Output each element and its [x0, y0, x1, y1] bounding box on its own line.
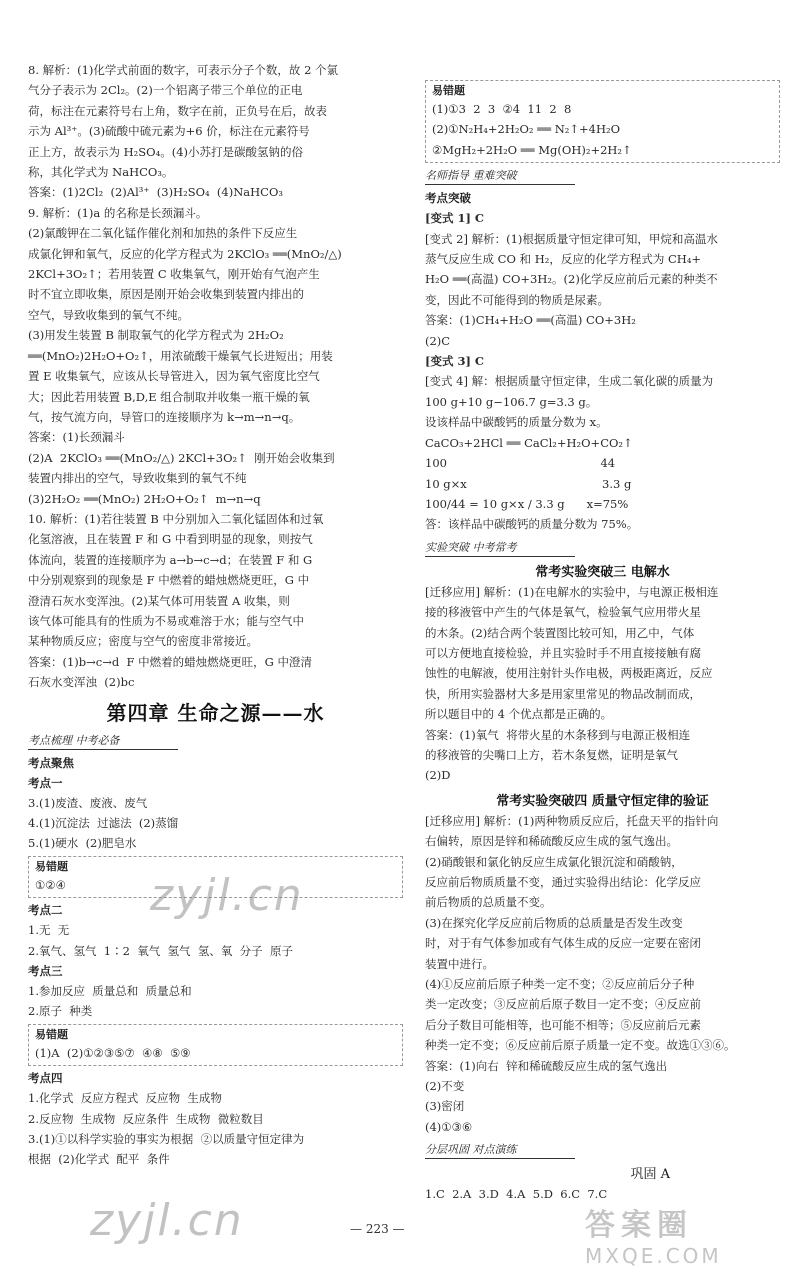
text-line: 2.原子 种类: [28, 1004, 93, 1019]
text-line: 2.氧气、氢气 1∶2 氧气 氢气 氢、氧 分子 原子: [28, 943, 293, 958]
error-box-2-tag: 易错题: [35, 1027, 68, 1041]
watermark-corner: [585, 1200, 785, 1280]
text-line: 9. 解析：(1)a 的名称是长颈漏斗。: [28, 205, 208, 220]
text-line: 右偏转，原因是锌和稀硫酸反应生成的氢气逸出。: [425, 834, 678, 849]
text-line: (4)①反应前后原子种类一定不变；②反应前后分子种: [425, 977, 695, 992]
kd1-title: 考点一: [28, 775, 63, 790]
experiment-3-body: [425, 582, 780, 786]
kd2-list: [28, 920, 403, 961]
text-line: 体流向，装置的连接顺序为 a→b→c→d；在装置 F 和 G: [28, 552, 313, 567]
text-line: [变式 4] 解：根据质量守恒定律，生成二氧化碳的质量为: [425, 374, 714, 389]
text-line: 类一定改变；③反应前后原子数目一定不变；④反应前: [425, 997, 701, 1012]
text-line: 某种物质反应；密度与空气的密度非常接近。: [28, 634, 258, 649]
kd2-title: 考点二: [28, 903, 63, 918]
text-line: 中分别观察到的现象是 F 中燃着的蜡烛燃烧更旺，G 中: [28, 573, 310, 588]
page-number: — 223 —: [350, 1222, 405, 1236]
kd4-title: 考点四: [28, 1071, 63, 1086]
text-line: (2)①N₂H₄+2H₂O₂ ══ N₂↑+4H₂O: [432, 122, 621, 137]
error-box-right-tag: 易错题: [432, 84, 465, 97]
section-bar-guidance: 名师指导 重难突破: [425, 167, 575, 185]
chapter-title: 第四章 生命之源——水: [106, 700, 325, 725]
text-line: 1.参加反应 质量总和 质量总和: [28, 984, 192, 999]
text-line: 种类一定不变；⑥反应前后原子质量一定不变。故选①③⑥。: [425, 1038, 736, 1053]
text-line: 3.(1)废渣、废液、废气: [28, 795, 148, 810]
text-line: 大；因此若用装置 B,D,E 组合制取并收集一瓶干燥的氧: [28, 389, 310, 404]
text-line: (2)A 2KClO₃ ══(MnO₂/△) 2KCl+3O₂↑ 刚开始会收集到: [28, 450, 335, 465]
kd3-list: [28, 981, 403, 1022]
text-line: (4)①③⑥: [425, 1119, 473, 1134]
text-line: 2KCl+3O₂↑；若用装置 C 收集氧气，刚开始有气泡产生: [28, 267, 320, 282]
text-line: 前后物质的总质量不变。: [425, 895, 552, 910]
text-line: 正上方，故表示为 H₂SO₄。(4)小苏打是碳酸氢钠的俗: [28, 144, 303, 159]
text-line: H₂O ══(高温) CO+3H₂。(2)化学反应前后元素的种类不: [425, 272, 718, 287]
question-8: [28, 60, 403, 203]
text-line: 蒸气反应生成 CO 和 H₂，反应的化学方程式为 CH₄+: [425, 252, 702, 267]
kd1-list: [28, 793, 403, 854]
text-line: 1.无 无: [28, 923, 70, 938]
text-line: [迁移应用] 解析：(1)在电解水的实验中，与电源正极相连: [425, 584, 719, 599]
variant-1: [变式 1] C: [425, 211, 485, 226]
text-line: (2)硝酸银和氯化钠反应生成氯化银沉淀和硝酸钠，: [425, 854, 683, 869]
text-line: 10 g×x 3.3 g: [425, 476, 632, 491]
text-line: 答案：(1)CH₄+H₂O ══(高温) CO+3H₂: [425, 313, 636, 328]
text-line: 荷，标注在元素符号右上角，数字在前，正负号在后，故表: [28, 103, 327, 118]
text-line: (2)D: [425, 768, 451, 783]
answers-row: 1.C 2.A 3.D 4.A 5.D 6.C 7.C: [425, 1187, 608, 1202]
variant-3: [变式 3] C: [425, 354, 485, 369]
text-line: 的木条。(2)结合两个装置图比较可知，用乙中，气体: [425, 625, 695, 640]
text-line: ══(MnO₂)2H₂O+O₂↑，用浓硫酸干燥氧气长进短出；用装: [28, 348, 333, 363]
left-column: [28, 60, 403, 1170]
error-box-right-content: [432, 99, 773, 160]
text-line: 置 E 收集氧气，应该从长导管进入，因为氧气密度比空气: [28, 369, 320, 384]
error-box-right: [425, 80, 780, 163]
text-line: (1)①3 2 3 ②4 11 2 8: [432, 102, 572, 116]
question-9: [28, 203, 403, 509]
text-line: 答案：(1)2Cl₂ (2)Al³⁺ (3)H₂SO₄ (4)NaHCO₃: [28, 185, 283, 200]
text-line: 成氯化钾和氧气，反应的化学方程式为 2KClO₃ ══(MnO₂/△): [28, 246, 342, 261]
text-line: 空气，导致收集到的氧气不纯。: [28, 307, 189, 322]
text-line: 4.(1)沉淀法 过滤法 (2)蒸馏: [28, 816, 179, 830]
error-box-1-tag: 易错题: [35, 859, 68, 873]
text-line: 2.反应物 生成物 反应条件 生成物 微粒数目: [28, 1111, 264, 1126]
text-line: 反应前后物质质量不变，通过实验得出结论：化学反应: [425, 875, 701, 889]
text-line: 3.(1)①以科学实验的事实为根据 ②以质量守恒定律为: [28, 1132, 305, 1147]
variant-2: [425, 229, 780, 351]
text-line: 装置内排出的空气，导致收集到的氧气不纯: [28, 471, 247, 486]
right-column: [425, 78, 780, 1205]
text-line: 装置中进行。: [425, 956, 494, 971]
kd3-title: 考点三: [28, 964, 63, 979]
question-10: [28, 509, 403, 693]
text-line: 答案：(1)向右 锌和稀硫酸反应生成的氢气逸出: [425, 1058, 668, 1073]
experiment-3-title: 常考实验突破三 电解水: [535, 564, 670, 580]
text-line: 的移液管的尖嘴口上方，若木条复燃，证明是氧气: [425, 747, 678, 762]
text-line: 该气体可能具有的性质为不易或难溶于水；能与空气中: [28, 613, 304, 628]
variant-4: [425, 371, 780, 534]
watermark-corner-top: 答案圈: [585, 1208, 693, 1243]
text-line: 答案：(1)长颈漏斗: [28, 430, 125, 445]
text-line: 可以方便地直接检验，并且实验时手不用直接接触有腐: [425, 645, 701, 660]
watermark-bottom: zyjl.cn: [90, 1195, 244, 1246]
text-line: 时不宜立即收集，原因是刚开始会收集到装置内排出的: [28, 287, 304, 302]
text-line: (2)不变: [425, 1079, 465, 1094]
text-line: [变式 2] 解析：(1)根据质量守恒定律可知，甲烷和高温水: [425, 231, 718, 246]
error-box-2: [28, 1024, 403, 1066]
text-line: 蚀性的电解液，使用注射针头作电极，两极距离近，反应: [425, 666, 713, 681]
text-line: 石灰水变浑浊 (2)bc: [28, 675, 135, 690]
consolidate-label: 巩固 A: [630, 1167, 670, 1183]
text-line: 后分子数目可能相等，也可能不相等；⑤反应前后元素: [425, 1017, 701, 1032]
section-bar-consolidate: 分层巩固 对点演练: [425, 1141, 575, 1159]
focus-heading: 考点聚焦: [28, 755, 74, 770]
section-bar-experiment: 实验突破 中考常考: [425, 539, 575, 557]
text-line: 100 g+10 g−106.7 g=3.3 g。: [425, 394, 598, 409]
text-line: [迁移应用] 解析：(1)两种物质反应后，托盘天平的指针向: [425, 813, 719, 828]
text-line: 变，因此不可能得到的物质是尿素。: [425, 292, 609, 307]
text-line: (3)用发生装置 B 制取氧气的化学方程式为 2H₂O₂: [28, 328, 284, 343]
text-line: 气，按气流方向，导管口的连接顺序为 k→m→n→q。: [28, 409, 301, 424]
text-line: 5.(1)硬水 (2)肥皂水: [28, 836, 137, 851]
breakthrough-heading: 考点突破: [425, 191, 471, 206]
error-box-2-content: (1)A (2)①②③⑤⑦ ④⑧ ⑤⑨: [35, 1045, 191, 1060]
text-line: 时，对于有气体参加或有气体生成的反应一定要在密闭: [425, 936, 701, 951]
section-bar-review: 考点梳理 中考必备: [28, 732, 178, 750]
text-line: 100 44: [425, 456, 616, 471]
text-line: (2)氯酸钾在二氧化锰作催化剂和加热的条件下反应生: [28, 226, 298, 241]
text-line: 示为 Al³⁺。(3)硫酸中硫元素为+6 价，标注在元素符号: [28, 124, 310, 139]
text-line: ②MgH₂+2H₂O ══ Mg(OH)₂+2H₂↑: [432, 142, 632, 157]
text-line: 所以题目中的 4 个优点都是正确的。: [425, 707, 613, 722]
experiment-4-title: 常考实验突破四 质量守恒定律的验证: [496, 793, 709, 809]
text-line: (3)密闭: [425, 1099, 465, 1114]
text-line: 接的移液管中产生的气体是氧气，检验氧气应用带火星: [425, 605, 701, 620]
text-line: (2)C: [425, 333, 451, 348]
watermark-mid: zyjl.cn: [150, 870, 304, 921]
text-line: 1.化学式 反应方程式 反应物 生成物: [28, 1091, 222, 1106]
text-line: 设该样品中碳酸钙的质量分数为 x。: [425, 415, 608, 430]
text-line: (3)在探究化学反应前后物质的总质量是否发生改变: [425, 915, 683, 930]
error-box-1-content: ①②④: [35, 877, 66, 892]
text-line: 答：该样品中碳酸钙的质量分数为 75%。: [425, 517, 639, 532]
text-line: 100/44 = 10 g×x / 3.3 g x=75%: [425, 496, 629, 511]
experiment-4-body: [425, 811, 780, 1138]
text-line: 快，所用实验器材大多是用家里常见的物品改制而成，: [425, 686, 701, 701]
text-line: 8. 解析：(1)化学式前面的数字，可表示分子个数，故 2 个氯: [28, 63, 339, 77]
text-line: 澄清石灰水变浑浊。(2)某气体可用装置 A 收集，则: [28, 593, 290, 608]
text-line: 化氢溶液，且在装置 F 和 G 中看到明显的现象，则按气: [28, 532, 313, 547]
watermark-corner-bottom: MXQE.COM: [585, 1244, 722, 1268]
text-line: 10. 解析：(1)若往装置 B 中分别加入二氧化锰固体和过氧: [28, 511, 324, 526]
text-line: 答案：(1)氧气 将带火星的木条移到与电源正极相连: [425, 727, 691, 742]
text-line: (3)2H₂O₂ ══(MnO₂) 2H₂O+O₂↑ m→n→q: [28, 491, 261, 506]
text-line: CaCO₃+2HCl ══ CaCl₂+H₂O+CO₂↑: [425, 435, 633, 450]
kd4-list: [28, 1088, 403, 1170]
text-line: 称，其化学式为 NaHCO₃。: [28, 165, 174, 180]
text-line: 根据 (2)化学式 配平 条件: [28, 1152, 170, 1167]
text-line: 答案：(1)b→c→d F 中燃着的蜡烛燃烧更旺，G 中澄清: [28, 654, 313, 669]
text-line: 气分子表示为 2Cl₂。(2)一个铝离子带三个单位的正电: [28, 83, 303, 98]
